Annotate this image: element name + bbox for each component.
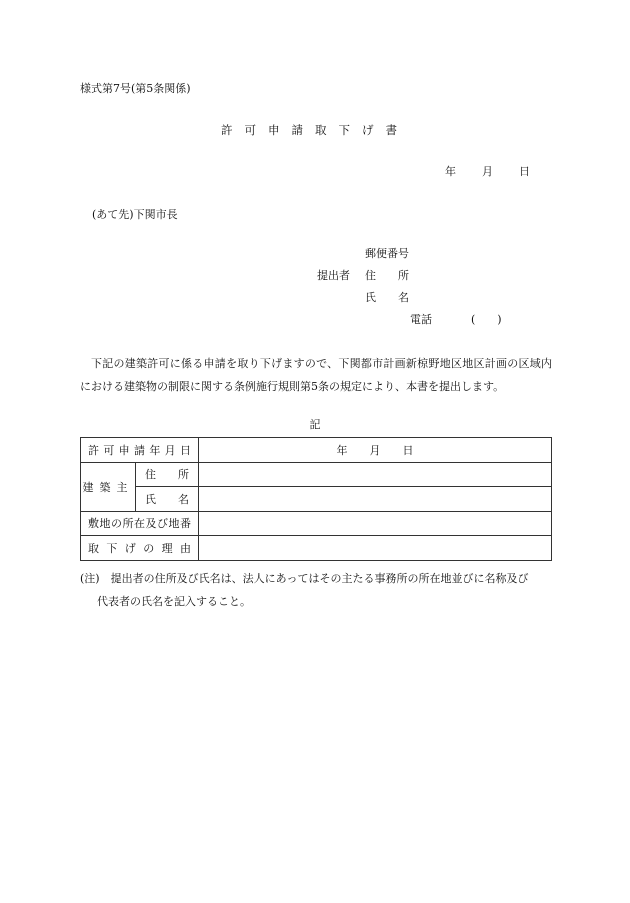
- site-location-label: 敷地の所在及び地番: [81, 511, 199, 536]
- application-date-label: 許可申請年月日: [81, 438, 199, 463]
- phone-parentheses: ( ): [471, 313, 502, 326]
- owner-address-label: 住 所: [136, 462, 199, 487]
- note-line-1: (注) 提出者の住所及び氏名は、法人にあってはその主たる事務所の所在地並びに名称及び: [80, 572, 529, 585]
- date-year: 年: [445, 165, 456, 178]
- owner-name-value: [199, 487, 552, 512]
- note-line-2: 代表者の氏名を記入すること。: [97, 595, 251, 608]
- site-location-value: [199, 511, 552, 536]
- table-row: [81, 487, 552, 512]
- date-month: 月: [482, 165, 493, 178]
- submitter-address-label: 住 所: [365, 269, 409, 282]
- application-date-value: 年 月 日: [199, 438, 552, 463]
- document-title: 許可申請取下げ書: [221, 123, 409, 137]
- owner-label: 建築主: [81, 462, 136, 511]
- table-row: [81, 536, 552, 561]
- ki-heading: 記: [309, 418, 321, 431]
- owner-name-label: 氏 名: [136, 487, 199, 512]
- form-number: 様式第7号(第5条関係): [80, 82, 191, 95]
- date-day: 日: [519, 165, 530, 178]
- owner-address-value: [199, 462, 552, 487]
- date-line: [445, 166, 530, 177]
- detail-table: [80, 437, 552, 561]
- submitter-name-label: 氏 名: [365, 291, 409, 304]
- table-row: [81, 438, 552, 463]
- withdrawal-reason-value: [199, 536, 552, 561]
- table-row: [81, 462, 552, 487]
- body-text: 下記の建築許可に係る申請を取り下げますので、下関都市計画新椋野地区地区計画の区域内における建築物の制限に関する条例施行規則第5条の規定により、本書を提出します。: [80, 357, 552, 393]
- addressee: (あて先)下関市長: [92, 208, 178, 221]
- postal-code-label: 郵便番号: [365, 247, 409, 260]
- withdrawal-reason-label: 取下げの理由: [81, 536, 199, 561]
- submitter-label: 提出者: [317, 269, 350, 282]
- phone-label: 電話: [410, 313, 432, 326]
- table-row: [81, 511, 552, 536]
